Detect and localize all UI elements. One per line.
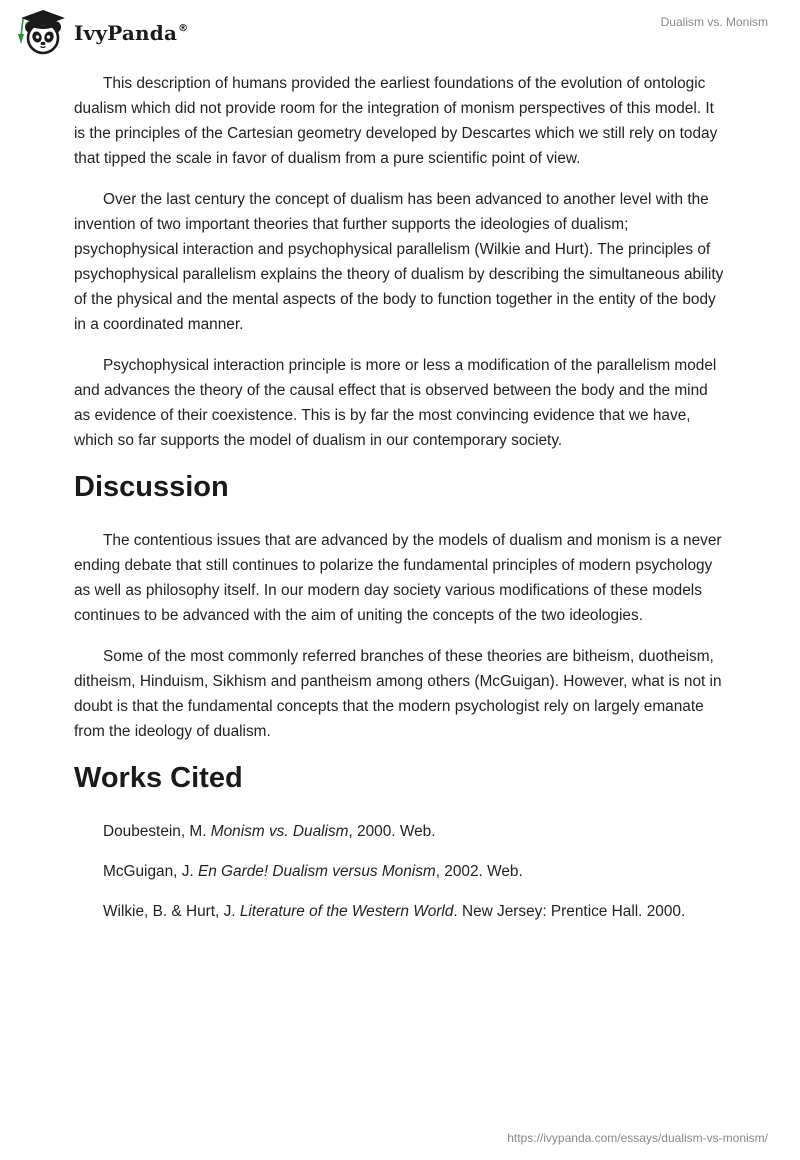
page-header (0, 0, 800, 60)
citation-entry: Doubestein, M. Monism vs. Dualism, 2000. Web. (103, 823, 436, 840)
document-title: Dualism vs. Monism (660, 15, 768, 29)
paragraph: Psychophysical interaction principle is more or less a modification of the parallelism model and advances the theory of the causal effect that is observed between the body and the mind as evidence of their coexistence. This is by far the most convincing evidence that we have, which so far supports the model of dualism in our contemporary society. (74, 357, 717, 449)
citation-entry: McGuigan, J. En Garde! Dualism versus Monism, 2002. Web. (103, 863, 523, 880)
panda-graduate-icon (16, 8, 68, 56)
citation-entry: Wilkie, B. & Hurt, J. Literature of the Western World. New Jersey: Prentice Hall. 2000. (103, 903, 686, 920)
citation-title: Monism vs. Dualism (210, 823, 349, 840)
paragraph: The contentious issues that are advanced by the models of dualism and monism is a never ending debate that still continues to polarize the fundamental principles of modern psychology as well as philosophy itself. In our modern day society various modifications of these models continues to be advanced with the aim of uniting the concepts of the two ideologies. (74, 532, 722, 624)
citation-title: En Garde! Dualism versus Monism (197, 863, 436, 880)
citation-title: Literature of the Western World (239, 903, 454, 920)
paragraph: Some of the most commonly referred branches of these theories are bitheism, duotheism, ditheism, Hinduism, Sikhism and pantheism among others (McGuigan). However, what is not in doubt is that the fundamental concepts that the modern psychologist rely on largely emanate from the ideology of dualism. (74, 648, 722, 740)
paragraph: This description of humans provided the earliest foundations of the evolution of ontologic dualism which did not provide room for the integration of monism perspectives of this model. It is the principles of the Cartesian geometry developed by Descartes which we still rely on today that tipped the scale in favor of dualism from a pure scientific point of view. (74, 75, 718, 167)
discussion-heading: Discussion (74, 471, 229, 503)
works-cited-heading: Works Cited (74, 762, 243, 794)
source-url-link[interactable]: https://ivypanda.com/essays/dualism-vs-monism/ (507, 1131, 768, 1145)
brand-logo[interactable] (16, 8, 188, 56)
paragraph: Over the last century the concept of dualism has been advanced to another level with the invention of two important theories that further supports the ideologies of dualism; psychophysical interaction and psychophysical parallelism (Wilkie and Hurt). The principles of psychophysical parallelism explains the theory of dualism by describing the simultaneous ability of the physical and the mental aspects of the body to function together in the entity of the body in a coordinated manner. (74, 191, 724, 333)
essay-content (74, 71, 726, 939)
brand-name: IvyPanda® (74, 21, 189, 45)
